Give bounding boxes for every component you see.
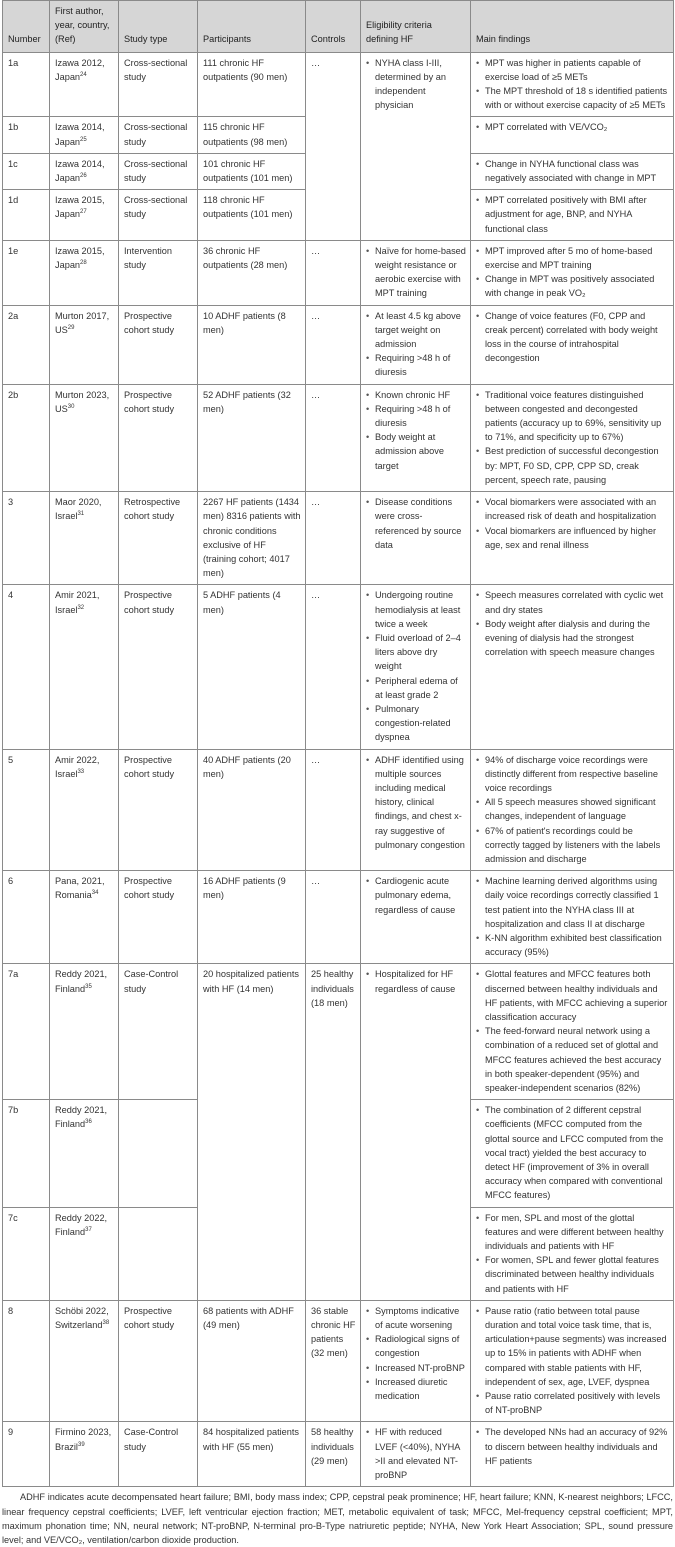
bullet-item: • At least 4.5 kg above target weight on admission <box>366 309 466 352</box>
cell-number-text: 1e <box>8 245 19 256</box>
cell-findings <box>471 117 674 153</box>
cell-controls-text: … <box>311 876 321 887</box>
cell-study-type-text: Intervention study <box>124 245 173 271</box>
cell-participants-text: 10 ADHF patients (8 men) <box>203 310 286 335</box>
findings-list <box>476 56 669 113</box>
cell-number <box>3 964 50 1100</box>
cell-findings <box>471 1422 674 1487</box>
cell-controls-text: 25 healthy individuals (18 men) <box>311 969 354 1008</box>
cell-author-text: Reddy 2021, Finland <box>55 969 108 994</box>
cell-author <box>50 240 119 305</box>
cell-author-text: Izawa 2014, Japan <box>55 122 105 147</box>
cell-findings <box>471 240 674 305</box>
findings-list <box>476 120 669 134</box>
cell-study-type-text: Case-Control study <box>124 969 179 994</box>
eligibility-list <box>366 309 466 380</box>
eligibility-list <box>366 1304 466 1403</box>
reference-superscript: 37 <box>85 1226 92 1233</box>
cell-controls <box>306 749 361 871</box>
cell-participants-text: 36 chronic HF outpatients (28 men) <box>203 245 288 271</box>
cell-number-text: 6 <box>8 876 14 887</box>
cell-study-type-text: Cross-sectional study <box>124 158 188 184</box>
cell-number-text: 5 <box>8 754 14 765</box>
reference-superscript: 27 <box>80 209 87 216</box>
table-row <box>3 1300 674 1422</box>
cell-number <box>3 585 50 749</box>
cell-eligibility <box>361 964 471 1300</box>
cell-participants-text: 68 patients with ADHF (49 men) <box>203 1305 294 1331</box>
cell-author <box>50 492 119 585</box>
cell-author-text: Firmino 2023, Brazil <box>55 1427 112 1452</box>
cell-study-type-text: Case-Control study <box>124 1427 179 1452</box>
eligibility-list <box>366 495 466 552</box>
cell-findings <box>471 52 674 117</box>
cell-participants-text: 5 ADHF patients (4 men) <box>203 590 281 615</box>
cell-eligibility <box>361 384 471 491</box>
bullet-item: • For men, SPL and most of the glottal features and were different between healthy individuals and patients with HF <box>476 1211 669 1254</box>
col-header-author: First author, year, country, (Ref) <box>50 1 119 53</box>
cell-author-text: Amir 2022, Israel <box>55 754 100 779</box>
table-row <box>3 1422 674 1487</box>
cell-participants <box>198 871 306 964</box>
reference-superscript: 35 <box>85 983 92 990</box>
cell-study-type <box>119 384 198 491</box>
cell-study-type-text: Prospective cohort study <box>124 590 175 615</box>
col-header-number: Number <box>3 1 50 53</box>
cell-author-text: Amir 2021, Israel <box>55 590 100 615</box>
cell-number-text: 3 <box>8 497 14 508</box>
bullet-item: • Body weight after dialysis and during the evening of dialysis had the strongest correlation with speech measure changes <box>476 617 669 660</box>
cell-author-text: Pana, 2021, Romania <box>55 876 105 901</box>
cell-participants-text: 40 ADHF patients (20 men) <box>203 754 291 779</box>
bullet-item: • Change in MPT was positively associated with change in peak VO₂ <box>476 272 669 300</box>
reference-superscript: 30 <box>67 403 75 410</box>
cell-controls <box>306 585 361 749</box>
cell-author-text: Izawa 2014, Japan <box>55 158 105 184</box>
cell-participants-text: 16 ADHF patients (9 men) <box>203 876 286 901</box>
cell-study-type-text: Prospective cohort study <box>124 389 175 414</box>
bullet-item: • Vocal biomarkers are influenced by higher age, sex and renal illness <box>476 524 669 552</box>
cell-author-text: Izawa 2015, Japan <box>55 245 105 271</box>
cell-study-type <box>119 117 198 153</box>
cell-study-type-text: Retrospective cohort study <box>124 497 181 522</box>
cell-controls <box>306 384 361 491</box>
cell-study-type <box>119 240 198 305</box>
cell-participants <box>198 492 306 585</box>
cell-participants <box>198 190 306 241</box>
reference-superscript: 29 <box>67 324 75 331</box>
cell-number <box>3 240 50 305</box>
cell-controls <box>306 240 361 305</box>
cell-author <box>50 117 119 153</box>
table-row <box>3 492 674 585</box>
reference-superscript: 34 <box>91 890 99 897</box>
header-row <box>3 1 674 53</box>
cell-study-type-text: Cross-sectional study <box>124 195 188 220</box>
cell-number-text: 1b <box>8 122 19 133</box>
cell-author-text: Izawa 2015, Japan <box>55 195 105 220</box>
bullet-item: • Body weight at admission above target <box>366 430 466 473</box>
cell-author-text: Murton 2023, US <box>55 389 110 414</box>
findings-list <box>476 244 669 301</box>
cell-participants-text: 2267 HF patients (1434 men) 8316 patients with chronic conditions exclusive of HF (training cohort; 4017 men) <box>203 497 301 579</box>
cell-controls-text: … <box>311 310 321 321</box>
cell-author-text: Maor 2020, Israel <box>55 497 102 522</box>
findings-list <box>476 495 669 552</box>
reference-superscript: 38 <box>102 1320 110 1326</box>
reference-superscript: 39 <box>77 1441 85 1448</box>
cell-participants <box>198 117 306 153</box>
cell-study-type <box>119 964 198 1100</box>
cell-author <box>50 1300 119 1422</box>
col-header-study-type: Study type <box>119 1 198 53</box>
findings-list <box>476 309 669 366</box>
cell-study-type-text: Prospective cohort study <box>124 754 175 779</box>
bullet-item: • Peripheral edema of at least grade 2 <box>366 674 466 702</box>
bullet-item: • ADHF identified using multiple sources including medical history, clinical findings, and chest x-ray suggestive of pulmonary congestion <box>366 753 466 852</box>
cell-participants <box>198 1300 306 1422</box>
cell-author-text: Schöbi 2022, Switzerland <box>55 1305 109 1331</box>
cell-number-text: 1c <box>8 158 18 169</box>
cell-participants <box>198 749 306 871</box>
cell-author-text: Reddy 2022, Finland <box>55 1212 108 1237</box>
cell-participants-text: 20 hospitalized patients with HF (14 men) <box>203 969 300 994</box>
cell-eligibility <box>361 585 471 749</box>
bullet-item: • MPT was higher in patients capable of exercise load of ≥5 METs <box>476 56 669 84</box>
cell-controls <box>306 1422 361 1487</box>
cell-eligibility <box>361 52 471 240</box>
findings-list <box>476 1304 669 1418</box>
reference-superscript: 28 <box>80 259 87 266</box>
cell-author <box>50 871 119 964</box>
bullet-item: • 67% of patient's recordings could be correctly tagged by listeners with the labels admission and discharge <box>476 824 669 867</box>
cell-number-text: 2b <box>8 389 19 400</box>
bullet-item: • MPT correlated with VE/VCO₂ <box>476 120 669 134</box>
col-header-eligibility: Eligibility criteria defining HF <box>361 1 471 53</box>
cell-study-type <box>119 1300 198 1422</box>
cell-study-type-text: Cross-sectional study <box>124 57 188 82</box>
cell-participants <box>198 964 306 1300</box>
findings-list <box>476 388 669 487</box>
cell-findings <box>471 305 674 384</box>
bullet-item: • K-NN algorithm exhibited best classification accuracy (95%) <box>476 931 669 959</box>
cell-findings <box>471 492 674 585</box>
cell-number-text: 7b <box>8 1105 19 1116</box>
cell-findings <box>471 1207 674 1300</box>
cell-author <box>50 1422 119 1487</box>
cell-author <box>50 585 119 749</box>
cell-findings <box>471 1100 674 1207</box>
bullet-item: • Increased NT-proBNP <box>366 1361 466 1375</box>
cell-controls <box>306 305 361 384</box>
cell-number <box>3 384 50 491</box>
col-header-participants: Participants <box>198 1 306 53</box>
cell-eligibility <box>361 305 471 384</box>
bullet-item: • MPT correlated positively with BMI after adjustment for age, BNP, and NYHA functional class <box>476 193 669 236</box>
cell-eligibility <box>361 1422 471 1487</box>
cell-number-text: 7c <box>8 1212 18 1223</box>
cell-author <box>50 190 119 241</box>
cell-findings <box>471 190 674 241</box>
bullet-item: • Hospitalized for HF regardless of cause <box>366 967 466 995</box>
findings-list <box>476 588 669 659</box>
table-row <box>3 52 674 117</box>
cell-findings <box>471 153 674 189</box>
cell-study-type <box>119 585 198 749</box>
cell-author <box>50 1100 119 1207</box>
table-footnote: ADHF indicates acute decompensated heart failure; BMI, body mass index; CPP, cepstral peak prominence; HF, heart failure; KNN, K-nearest neighbors; LFCC, linear frequency cepstral coefficients; LVEF, left ventricular ejection fraction; MET, metabolic equivalent of task; MFCC, Mel-frequency cepstral coefficient; MPT, maximum phonation time; NN, neural network; NT-proBNP, N-terminal pro-B-Type natriuretic peptide; NYHA, New York Heart Association; SPL, sound pressure level; and VE/VCO₂, ventilation/carbon dioxide production. <box>2 1492 673 1546</box>
cell-study-type <box>119 749 198 871</box>
cell-participants <box>198 1422 306 1487</box>
eligibility-list <box>366 967 466 995</box>
bullet-item: • Traditional voice features distinguished between congested and decongested patients (accuracy up to 69%, sensitivity up to 71%, and specificity up to 67%) <box>476 388 669 445</box>
cell-findings <box>471 964 674 1100</box>
cell-study-type <box>119 871 198 964</box>
reference-superscript: 24 <box>80 71 87 78</box>
bullet-item: • Requiring >48 h of diuresis <box>366 402 466 430</box>
cell-author <box>50 305 119 384</box>
cell-participants <box>198 384 306 491</box>
cell-participants-text: 115 chronic HF outpatients (98 men) <box>203 122 288 147</box>
bullet-item: • 94% of discharge voice recordings were distinctly different from respective baseline voice recordings <box>476 753 669 796</box>
cell-number-text: 1d <box>8 195 19 206</box>
cell-study-type <box>119 190 198 241</box>
table-row <box>3 871 674 964</box>
eligibility-list <box>366 56 466 113</box>
bullet-item: • Vocal biomarkers were associated with an increased risk of death and hospitalization <box>476 495 669 523</box>
cell-study-type <box>119 153 198 189</box>
cell-participants-text: 52 ADHF patients (32 men) <box>203 389 291 414</box>
bullet-item: • Pause ratio (ratio between total pause duration and total voice task time, that is, articulation+pause segments) was increased up to 15% in patients with ADHF when compared with stable patients with HF, independent of sex, age, LVEF, dyspnea <box>476 1304 669 1389</box>
cell-controls-text: … <box>311 389 321 400</box>
cell-number <box>3 492 50 585</box>
bullet-item: • For women, SPL and fewer glottal features discriminated between healthy individuals and patients with HF <box>476 1253 669 1296</box>
cell-eligibility <box>361 492 471 585</box>
cell-number-text: 4 <box>8 590 14 601</box>
cell-controls <box>306 492 361 585</box>
cell-controls-text: … <box>311 590 321 601</box>
bullet-item: • Change in NYHA functional class was negatively associated with change in MPT <box>476 157 669 185</box>
cell-study-type <box>119 52 198 117</box>
findings-list <box>476 193 669 236</box>
findings-list <box>476 874 669 959</box>
findings-list <box>476 753 669 867</box>
bullet-item: • Pulmonary congestion-related dyspnea <box>366 702 466 745</box>
reference-superscript: 32 <box>77 604 85 611</box>
bullet-item: • Disease conditions were cross-referenced by source data <box>366 495 466 552</box>
cell-number <box>3 52 50 117</box>
cell-study-type-text: Prospective cohort study <box>124 1305 175 1331</box>
table-body <box>3 52 674 1487</box>
cell-controls-text: … <box>311 57 321 68</box>
cell-author <box>50 153 119 189</box>
bullet-item: • Machine learning derived algorithms using daily voice recordings correctly classified 1 test patient into the NYHA class III at hospitalization and class II at discharge <box>476 874 669 931</box>
bullet-item: • HF with reduced LVEF (<40%), NYHA >II and elevated NT-proBNP <box>366 1425 466 1482</box>
bullet-item: • Radiological signs of congestion <box>366 1332 466 1360</box>
cell-author <box>50 964 119 1100</box>
bullet-item: • The developed NNs had an accuracy of 92% to discern between healthy individuals and HF patients <box>476 1425 669 1468</box>
findings-list <box>476 1211 669 1296</box>
bullet-item: • Pause ratio correlated positively with levels of NT-proBNP <box>476 1389 669 1417</box>
eligibility-list <box>366 588 466 744</box>
bullet-item: • Increased diuretic medication <box>366 1375 466 1403</box>
table-row <box>3 749 674 871</box>
cell-findings <box>471 585 674 749</box>
bullet-item: • NYHA class I-III, determined by an independent physician <box>366 56 466 113</box>
cell-number-text: 8 <box>8 1305 14 1316</box>
eligibility-list <box>366 753 466 852</box>
bullet-item: • The MPT threshold of 18 s identified patients with or without exercise capacity of ≥5 METs <box>476 84 669 112</box>
cell-controls-text: … <box>311 497 321 508</box>
cell-participants <box>198 52 306 117</box>
cell-controls <box>306 1300 361 1422</box>
cell-study-type-text: Prospective cohort study <box>124 876 175 901</box>
cell-number <box>3 305 50 384</box>
bullet-item: • Undergoing routine hemodialysis at least twice a week <box>366 588 466 631</box>
reference-superscript: 36 <box>85 1119 92 1126</box>
cell-number-text: 7a <box>8 969 19 980</box>
cell-eligibility <box>361 871 471 964</box>
table-row <box>3 240 674 305</box>
cell-study-type-text: Prospective cohort study <box>124 310 175 335</box>
table-row <box>3 384 674 491</box>
cell-number <box>3 153 50 189</box>
reference-superscript: 26 <box>80 172 87 179</box>
cell-study-type <box>119 1422 198 1487</box>
cell-controls-text: 58 healthy individuals (29 men) <box>311 1427 354 1466</box>
cell-eligibility <box>361 240 471 305</box>
cell-number <box>3 749 50 871</box>
reference-superscript: 31 <box>77 511 85 518</box>
bullet-item: • Requiring >48 h of diuresis <box>366 351 466 379</box>
cell-number <box>3 1422 50 1487</box>
cell-study-type <box>119 492 198 585</box>
bullet-item: • Fluid overload of 2–4 liters above dry weight <box>366 631 466 674</box>
cell-number <box>3 190 50 241</box>
findings-list <box>476 1103 669 1202</box>
bullet-item: • The combination of 2 different cepstral coefficients (MFCC computed from the glottal source and LFCC computed from the vocal tract) yielded the best accuracy to detect HF (improvement of 3% in overall accuracy when compared with conventional MFCC features) <box>476 1103 669 1202</box>
cell-number <box>3 1300 50 1422</box>
cell-study-type <box>119 305 198 384</box>
cell-findings <box>471 749 674 871</box>
findings-list <box>476 157 669 185</box>
cell-participants <box>198 585 306 749</box>
cell-controls-text: … <box>311 754 321 765</box>
bullet-item: • Cardiogenic acute pulmonary edema, regardless of cause <box>366 874 466 917</box>
cell-participants <box>198 153 306 189</box>
bullet-item: • Glottal features and MFCC features both discerned between healthy individuals and HF patients, with MFCC achieving a superior classification accuracy <box>476 967 669 1024</box>
eligibility-list <box>366 874 466 917</box>
bullet-item: • All 5 speech measures showed significant changes, independent of language <box>476 795 669 823</box>
cell-number <box>3 1207 50 1300</box>
cell-number <box>3 1100 50 1207</box>
cell-study-type-text: Cross-sectional study <box>124 122 188 147</box>
bullet-item: • Known chronic HF <box>366 388 466 402</box>
cell-author <box>50 384 119 491</box>
cell-number-text: 2a <box>8 310 19 321</box>
cell-eligibility <box>361 749 471 871</box>
reference-superscript: 33 <box>77 768 85 775</box>
bullet-item: • Speech measures correlated with cyclic wet and dry states <box>476 588 669 616</box>
table-row <box>3 305 674 384</box>
cell-participants <box>198 305 306 384</box>
cell-study-type <box>119 1207 198 1300</box>
cell-number-text: 1a <box>8 57 19 68</box>
cell-controls <box>306 871 361 964</box>
cell-participants-text: 111 chronic HF outpatients (90 men) <box>203 57 288 82</box>
bullet-item: • Best prediction of successful decongestion by: MPT, F0 SD, CPP, CPP SD, creak percent, speech rate, pausing <box>476 444 669 487</box>
bullet-item: • MPT improved after 5 mo of home-based exercise and MPT training <box>476 244 669 272</box>
cell-controls <box>306 964 361 1300</box>
table-row <box>3 585 674 749</box>
col-header-findings: Main findings <box>471 1 674 53</box>
cell-author-text: Murton 2017, US <box>55 310 110 335</box>
cell-findings <box>471 384 674 491</box>
cell-number-text: 9 <box>8 1427 14 1438</box>
cell-number <box>3 871 50 964</box>
cell-controls <box>306 52 361 240</box>
col-header-controls: Controls <box>306 1 361 53</box>
bullet-item: • Symptoms indicative of acute worsening <box>366 1304 466 1332</box>
cell-controls-text: 36 stable chronic HF patients (32 men) <box>311 1305 356 1359</box>
cell-participants <box>198 240 306 305</box>
eligibility-list <box>366 244 466 301</box>
cell-author-text: Reddy 2021, Finland <box>55 1105 108 1130</box>
findings-list <box>476 1425 669 1468</box>
cell-study-type <box>119 1100 198 1207</box>
cell-participants-text: 118 chronic HF outpatients (101 men) <box>203 195 293 220</box>
cell-number <box>3 117 50 153</box>
cell-eligibility <box>361 1300 471 1422</box>
bullet-item: • The feed-forward neural network using a combination of a reduced set of glottal and MFCC features achieved the best accuracy in both speaker-dependent (95%) and speaker-independent scenarios (82%) <box>476 1024 669 1095</box>
cell-author <box>50 749 119 871</box>
findings-list <box>476 967 669 1095</box>
cell-author-text: Izawa 2012, Japan <box>55 57 105 82</box>
bullet-item: • Change of voice features (F0, CPP and creak percent) correlated with body weight loss in the course of intrahospital decongestion <box>476 309 669 366</box>
cell-findings <box>471 1300 674 1422</box>
cell-controls-text: … <box>311 245 321 256</box>
studies-table <box>2 0 674 1487</box>
table-row <box>3 964 674 1100</box>
cell-findings <box>471 871 674 964</box>
cell-participants-text: 101 chronic HF outpatients (101 men) <box>203 158 293 184</box>
bullet-item: • Naïve for home-based weight resistance or aerobic exercise with MPT training <box>366 244 466 301</box>
cell-author <box>50 1207 119 1300</box>
eligibility-list <box>366 1425 466 1482</box>
eligibility-list <box>366 388 466 473</box>
reference-superscript: 25 <box>80 136 87 143</box>
cell-author <box>50 52 119 117</box>
cell-participants-text: 84 hospitalized patients with HF (55 men) <box>203 1427 300 1452</box>
